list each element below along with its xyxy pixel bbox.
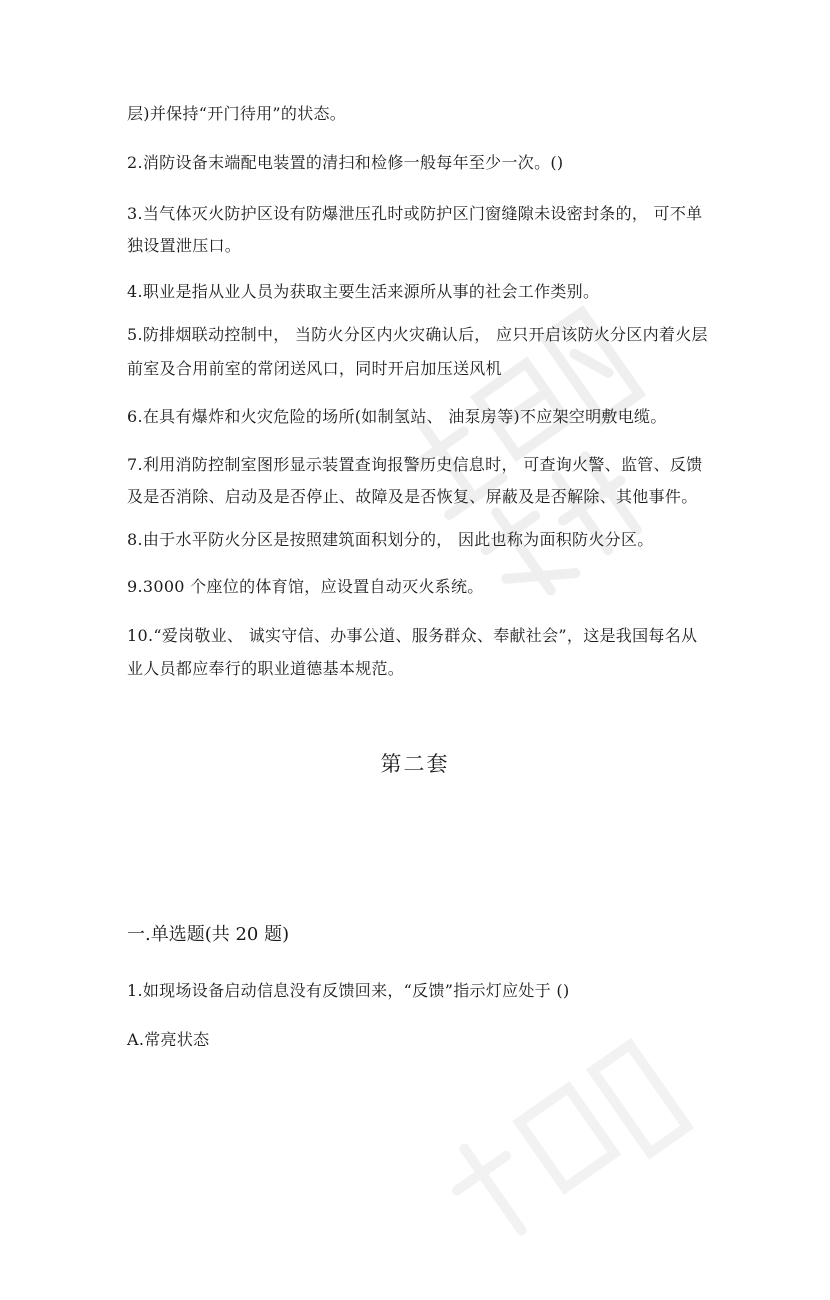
- text-line-12: 9.3000 个座位的体育馆，应设置自动灭火系统。: [127, 577, 484, 596]
- text-line-6: 5.防排烟联动控制中， 当防火分区内火灾确认后， 应只开启该防火分区内着火层: [127, 325, 708, 344]
- text-line-8: 6.在具有爆炸和火灾危险的场所(如制氢站、 油泵房等)不应架空明敷电缆。: [127, 407, 667, 426]
- section-title: 第二套: [380, 752, 450, 776]
- text-line-1: 层)并保持“开门待用”的状态。: [127, 104, 347, 123]
- text-line-7: 前室及合用前室的常闭送风口，同时开启加压送风机: [127, 359, 502, 378]
- text-line-4: 独设置泄压口。: [127, 236, 242, 255]
- text-line-11: 8.由于水平防火分区是按照建筑面积划分的， 因此也称为面积防火分区。: [127, 530, 654, 549]
- stamp-watermark-icon-bottom: [418, 1020, 723, 1300]
- text-line-9: 7.利用消防控制室图形显示装置查询报警历史信息时， 可查询火警、监管、反馈: [127, 455, 703, 474]
- question-1: 1.如现场设备启动信息没有反馈回来，“反馈”指示灯应处于 (): [127, 981, 570, 1000]
- text-line-14: 业人员都应奉行的职业道德基本规范。: [127, 659, 405, 678]
- text-line-5: 4.职业是指从业人员为获取主要生活来源所从事的社会工作类别。: [127, 282, 600, 301]
- text-line-3: 3.当气体灭火防护区设有防爆泄压孔时或防护区门窗缝隙未设密封条的， 可不单: [127, 204, 703, 223]
- text-line-2: 2.消防设备末端配电装置的清扫和检修一般每年至少一次。(): [127, 153, 564, 172]
- option-a: A.常亮状态: [127, 1030, 210, 1049]
- question-section-heading: 一.单选题(共 20 题): [127, 924, 290, 945]
- text-line-10: 及是否消除、启动及是否停止、故障及是否恢复、屏蔽及是否解除、其他事件。: [127, 487, 698, 506]
- text-line-13: 10.“爱岗敬业、 诚实守信、办事公道、服务群众、奉献社会”，这是我国每名从: [127, 626, 698, 645]
